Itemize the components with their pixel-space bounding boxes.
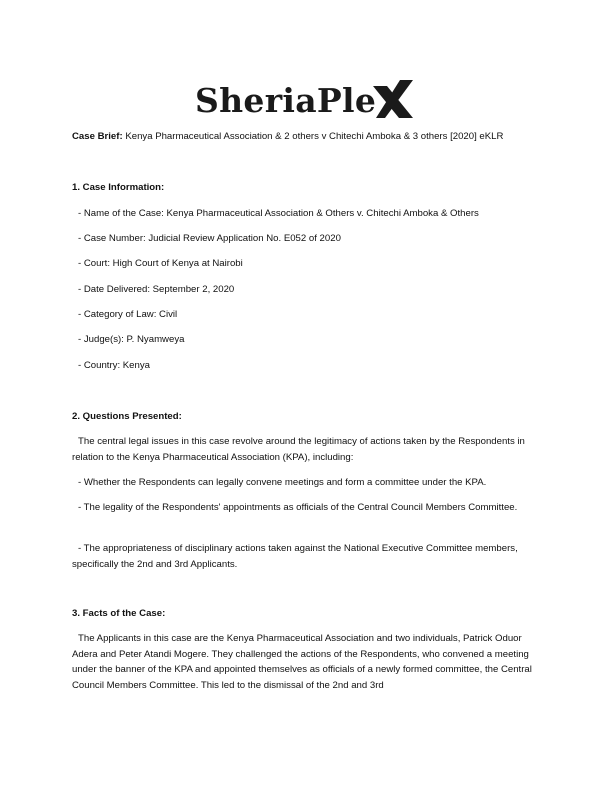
case-brief-line [72,131,542,143]
section-heading-questions-presented: 2. Questions Presented: [72,411,182,422]
case-info-item: - Case Number: Judicial Review Application No. E052 of 2020 [78,233,341,244]
case-info-item: - Court: High Court of Kenya at Nairobi [78,258,243,269]
case-info-item: - Date Delivered: September 2, 2020 [78,284,235,295]
question-item: - The appropriateness of disciplinary actions taken against the National Executive Committee members, specifically the 2nd and 3rd Applicants. [72,543,518,570]
sheriaplex-logo [0,72,612,124]
case-info-item: - Category of Law: Civil [78,309,178,320]
questions-intro-paragraph: The central legal issues in this case revolve around the legitimacy of actions taken by the Respondents in relation to the Kenya Pharmaceutical Association (KPA), including: [72,436,525,463]
case-info-item: - Name of the Case: Kenya Pharmaceutical Association & Others v. Chitechi Amboka & Others [78,208,479,219]
section-heading-facts-of-the-case: 3. Facts of the Case: [72,608,166,619]
case-brief-title: Kenya Pharmaceutical Association & 2 others v Chitechi Amboka & 3 others [2020] eKLR [125,131,504,142]
logo-text: SheriaPle [195,81,377,120]
case-info-item: - Country: Kenya [78,360,150,371]
facts-paragraph: The Applicants in this case are the Kenya Pharmaceutical Association and two individuals, Patrick Oduor Adera and Peter Atandi Mogere. They challenged the actions of the Respondents, who convened a meeting under the banner of the KPA and appointed themselves as officials of a newly formed committee, the Central Council Members Committee. This led to the dismissal of the 2nd and 3rd [72,633,532,691]
case-brief-label: Case Brief: [72,131,123,142]
question-item: - The legality of the Respondents' appointments as officials of the Central Council Members Committee. [78,502,518,513]
logo-x-mark [373,80,413,118]
section-heading-case-information: 1. Case Information: [72,182,165,193]
question-item: - Whether the Respondents can legally convene meetings and form a committee under the KPA. [78,477,487,488]
case-info-item: - Judge(s): P. Nyamweya [78,334,185,345]
